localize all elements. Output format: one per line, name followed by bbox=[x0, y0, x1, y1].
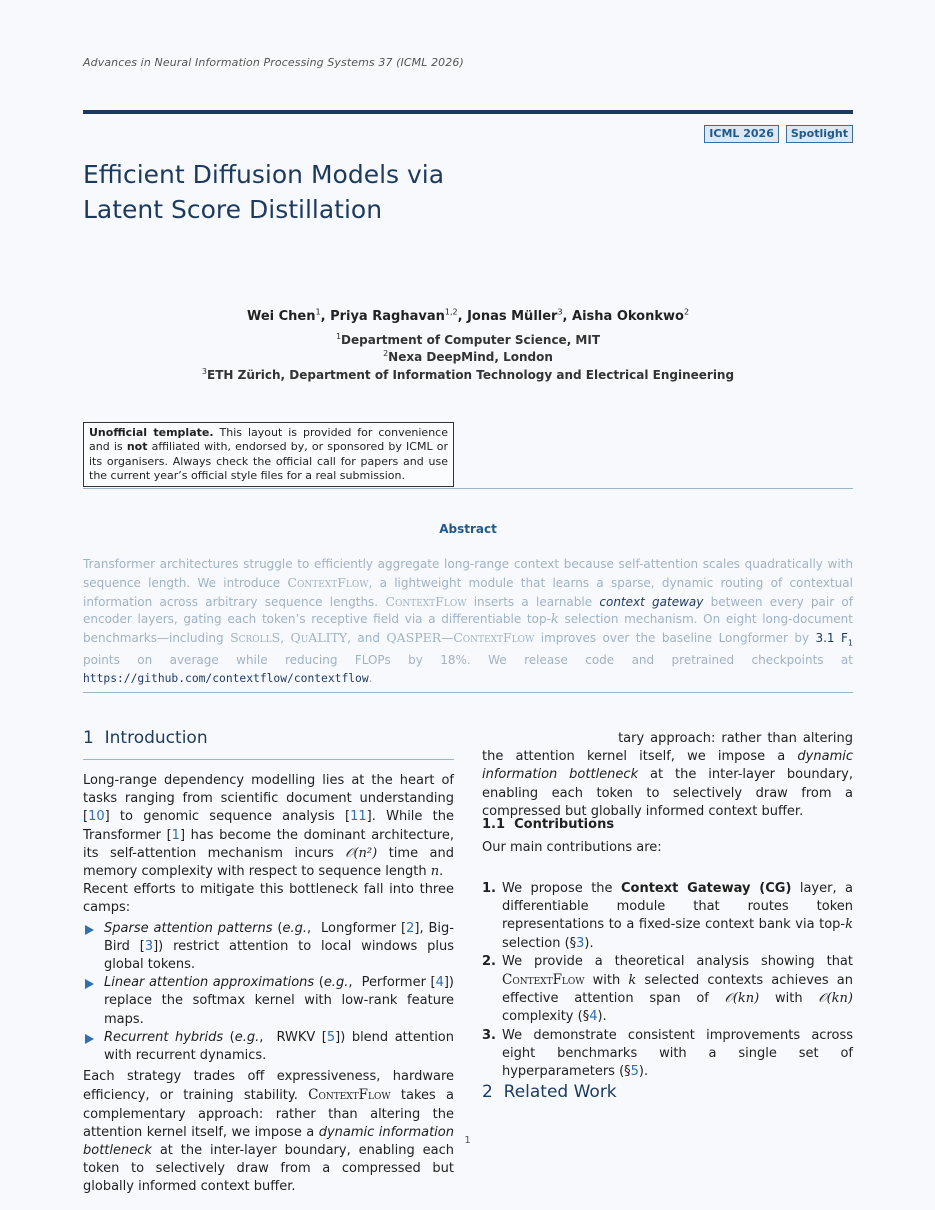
method-name: ContextFlow bbox=[287, 574, 369, 590]
abstract-heading: Abstract bbox=[439, 522, 497, 536]
text: ], Big-Bird [ bbox=[104, 920, 454, 954]
method-name: ContextFlow bbox=[385, 593, 467, 609]
abstract-text: points on average while reducing FLOPs by 18%. We release code and pretrained checkpoints at bbox=[83, 653, 853, 668]
author-name: Jonas Müller bbox=[467, 309, 558, 324]
text: selection (§ bbox=[502, 935, 577, 951]
title-line-1: Efficient Diffusion Models via bbox=[83, 160, 445, 189]
section-ref-link[interactable]: 3 bbox=[576, 935, 585, 951]
author-aff: 1,2 bbox=[444, 307, 458, 317]
list-item: Linear attention approximations (e.g., Performer [4]) replace the softmax kernel with low-rank feature maps. bbox=[83, 974, 454, 1029]
benchmark-name: QuALITY bbox=[290, 630, 348, 646]
text: takes a complementary approach: rather than altering the attention kernel itself, we impose a bbox=[83, 1088, 454, 1140]
text: . bbox=[439, 864, 444, 880]
section-rule bbox=[83, 759, 454, 760]
math-complexity: 𝒪(kn) bbox=[724, 991, 760, 1007]
text: ]. While the Transformer [ bbox=[83, 809, 454, 843]
header-rule bbox=[83, 110, 853, 114]
divider bbox=[83, 488, 853, 489]
section-heading-introduction bbox=[83, 728, 208, 748]
author-aff: 3 bbox=[557, 307, 563, 317]
text: We demonstrate consistent improvements across eight benchmarks with a single set of hyperparameters (§ bbox=[502, 1027, 853, 1080]
text: RWKV [ bbox=[276, 1029, 327, 1045]
text: selected contexts achieves an effective attention span of bbox=[502, 973, 853, 1007]
subsection-number: 1.1 bbox=[482, 817, 506, 832]
section-ref-link[interactable]: 4 bbox=[589, 1009, 598, 1025]
eg: e.g. bbox=[282, 920, 308, 936]
citation-link[interactable]: 2 bbox=[406, 920, 415, 936]
notice-lead: Unofficial template. bbox=[89, 426, 214, 439]
camp-list bbox=[83, 920, 454, 1066]
aff-text: Nexa DeepMind, London bbox=[388, 350, 553, 364]
text: ] to genomic sequence analysis [ bbox=[104, 809, 351, 825]
bullet-lead: Linear attention approximations bbox=[104, 975, 315, 991]
text: Longformer [ bbox=[321, 920, 407, 936]
notice-text: affiliated with, endorsed by, or sponsored by ICML or its organisers. Always check the official call for papers and use the current year’s official style files for a real submission. bbox=[89, 440, 448, 482]
author-name: Aisha Okonkwo bbox=[572, 309, 684, 324]
list-item bbox=[482, 953, 853, 1027]
intro-continuation bbox=[482, 730, 853, 819]
abstract-gain bbox=[815, 631, 853, 648]
badge-group bbox=[704, 125, 853, 143]
gain-sub: 1 bbox=[847, 638, 853, 648]
paper-title bbox=[83, 157, 513, 227]
text: at the inter-layer boundary, enabling each token to selectively draw from a compressed but globally informed context buffer. bbox=[83, 1143, 454, 1195]
text: ]) blend attention with recurrent dynamics. bbox=[104, 1029, 454, 1064]
author-aff: 1 bbox=[315, 307, 321, 317]
citation-link[interactable]: 4 bbox=[435, 975, 444, 991]
aff-text: ETH Zürich, Department of Information Technology and Electrical Engineering bbox=[207, 368, 735, 382]
notice-text: This layout is provided for convenience and is bbox=[89, 426, 448, 454]
text: We provide a theoretical analysis showing that bbox=[502, 953, 853, 969]
text: Long-range dependency modelling lies at the heart of tasks ranging from scientific document understanding [ bbox=[83, 773, 454, 825]
text: ). bbox=[638, 1064, 649, 1080]
section-ref-link[interactable]: 5 bbox=[630, 1064, 639, 1080]
benchmark-name: ScrollS bbox=[230, 630, 281, 646]
bold-term: Context Gateway (CG) bbox=[620, 881, 792, 896]
math-n: n bbox=[430, 864, 440, 880]
gain-value: 3.1 F bbox=[815, 631, 848, 646]
eg: e.g. bbox=[323, 975, 349, 991]
text: ). bbox=[584, 935, 594, 951]
abstract-text: improves over the baseline Longformer by bbox=[534, 631, 816, 646]
affiliation-2 bbox=[83, 350, 853, 364]
intro-paragraph bbox=[83, 1068, 454, 1196]
author-list: Wei Chen$^1$, Priya Raghavan$^{1,2}$, Jonas Müller$^3$, Aisha Okonkwo$^2$ bbox=[246, 307, 690, 324]
text: layer, a differentiable module that routes token representations to a fixed-size context bank via top- bbox=[502, 881, 853, 933]
list-item: Sparse attention patterns (e.g., Longformer [2], Big-Bird [3]) restrict attention to local windows plus global tokens. bbox=[83, 920, 454, 975]
aff-text: Department of Computer Science, MIT bbox=[341, 333, 601, 347]
intro-paragraph bbox=[83, 772, 454, 881]
spotlight-badge: Spotlight bbox=[786, 125, 853, 143]
author-name: Priya Raghavan bbox=[330, 309, 445, 324]
text: ]) restrict attention to local windows plus global tokens. bbox=[104, 938, 454, 973]
abstract-text: selection mechanism. On eight long-document benchmarks—including bbox=[83, 612, 853, 646]
math-k: k bbox=[628, 973, 637, 989]
venue-line: Advances in Neural Information Processing Systems 37 (ICML 2026) bbox=[83, 56, 464, 69]
notice-not: not bbox=[126, 440, 148, 454]
section-number: 1 bbox=[83, 728, 94, 748]
item-number: 2. bbox=[482, 953, 496, 969]
eg: e.g. bbox=[234, 1029, 260, 1045]
abstract-emphasis: context gateway bbox=[599, 594, 704, 609]
aff-mark: 1 bbox=[335, 332, 342, 341]
abstract-text: — bbox=[441, 631, 454, 646]
list-item: Recurrent hybrids (e.g., RWKV [5]) blend attention with recurrent dynamics. bbox=[83, 1029, 454, 1065]
contrib-lead: Our main contributions are: bbox=[482, 840, 662, 855]
aff-mark: 3 bbox=[201, 367, 208, 376]
citation-link[interactable]: 11 bbox=[350, 809, 367, 825]
math-complexity: 𝒪(n²) bbox=[345, 845, 378, 861]
method-name: ContextFlow bbox=[308, 1087, 391, 1104]
venue-badge: ICML 2026 bbox=[704, 125, 779, 143]
intro-column bbox=[83, 772, 454, 1197]
section-title: Related Work bbox=[503, 1082, 617, 1102]
affiliation-3 bbox=[83, 368, 853, 382]
section-number: 2 bbox=[482, 1082, 493, 1102]
subsection-heading-contributions bbox=[482, 817, 614, 832]
text: Each strategy trades off expressiveness, hardware efficiency, or training stability. bbox=[83, 1069, 454, 1104]
aff-mark: 2 bbox=[383, 349, 389, 358]
abstract-text: Transformer architectures struggle to efficiently aggregate long-range context because self-attention scales quadratically with sequence length. We introduce bbox=[83, 557, 853, 590]
method-name: ContextFlow bbox=[453, 630, 535, 646]
author-name: Wei Chen bbox=[246, 309, 316, 324]
item-number: 1. bbox=[482, 881, 496, 896]
section-heading-related-work bbox=[482, 1082, 617, 1102]
title-line-2: Latent Score Distillation bbox=[83, 195, 383, 224]
text: with bbox=[759, 991, 819, 1007]
unofficial-notice bbox=[83, 422, 454, 487]
text: We propose the bbox=[502, 881, 621, 896]
text: time and memory complexity with respect to sequence length bbox=[83, 845, 454, 880]
citation-link[interactable]: 3 bbox=[144, 938, 154, 954]
abstract-text: between every pair of encoder layers, gating each token’s receptive field via a differentiable top- bbox=[83, 594, 853, 627]
text: ]) replace the softmax kernel with low-rank feature maps. bbox=[104, 975, 454, 1027]
abstract-text: . bbox=[368, 671, 373, 686]
text: Performer [ bbox=[361, 975, 436, 991]
text: at the inter-layer boundary, enabling each token to selectively draw from a compressed but globally informed context buffer. bbox=[482, 767, 853, 819]
abstract-text: inserts a learnable bbox=[466, 594, 600, 609]
intro-paragraph-continued bbox=[482, 712, 853, 821]
list-item bbox=[482, 1027, 853, 1082]
text: with bbox=[584, 973, 629, 989]
text: complexity (§ bbox=[502, 1009, 590, 1025]
bullet-lead: Sparse attention patterns bbox=[104, 920, 273, 936]
item-number: 3. bbox=[482, 1027, 496, 1043]
subsection-title: Contributions bbox=[514, 817, 615, 832]
abstract-math: k bbox=[550, 612, 559, 628]
emphasis: dynamic information bottleneck bbox=[83, 1124, 454, 1159]
math-k: k bbox=[845, 917, 853, 933]
abstract-text: , bbox=[280, 631, 291, 646]
abstract-text: , a lightweight module that learns a sparse, dynamic routing of contextual information across arbitrary sequence lengths. bbox=[83, 575, 853, 609]
citation-link[interactable]: 1 bbox=[171, 827, 180, 843]
affiliation-1 bbox=[83, 333, 853, 347]
text: ). bbox=[597, 1009, 607, 1025]
method-name: ContextFlow bbox=[502, 972, 585, 989]
list-item bbox=[482, 880, 853, 953]
section-title: Introduction bbox=[104, 728, 208, 748]
bullet-lead: Recurrent hybrids bbox=[104, 1029, 224, 1045]
abstract-text: , and bbox=[347, 631, 387, 646]
text: ] has become the dominant architecture, its self-attention mechanism incurs bbox=[83, 827, 454, 861]
contribution-list bbox=[482, 880, 853, 1081]
benchmark-name: QASPER bbox=[386, 630, 442, 646]
intro-paragraph: Recent efforts to mitigate this bottleneck fall into three camps: bbox=[83, 882, 454, 916]
text: tary approach: rather than altering the attention kernel itself, we impose a bbox=[482, 731, 853, 765]
author-aff: 2 bbox=[683, 307, 690, 317]
abstract-body bbox=[83, 556, 853, 688]
page-number: 1 bbox=[464, 1135, 471, 1146]
math-complexity: 𝒪(kn) bbox=[818, 991, 853, 1007]
citation-link[interactable]: 10 bbox=[88, 809, 105, 825]
code-url-link[interactable]: https://github.com/contextflow/contextflow bbox=[83, 672, 369, 686]
citation-link[interactable]: 5 bbox=[326, 1029, 336, 1045]
divider bbox=[83, 692, 853, 693]
emphasis: dynamic information bottleneck bbox=[482, 749, 853, 783]
